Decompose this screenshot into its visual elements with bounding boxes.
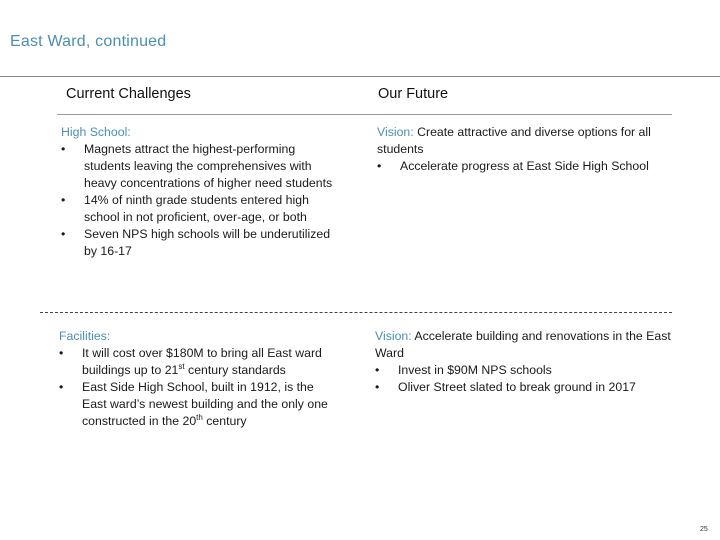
bullet-text: Invest in $90M NPS schools [398,363,552,377]
vision-bullet-list [375,362,675,396]
column-header-future: Our Future [378,86,449,102]
list-item [375,379,675,396]
facilities-challenges [59,328,337,430]
bullet-text: Oliver Street slated to break ground in 2017 [398,380,636,394]
list-item [377,158,667,175]
facilities-bullet-list [59,345,337,430]
high-school-bullet-list [61,141,336,260]
page-title: East Ward, continued [10,33,167,50]
bullet-icon: • [59,380,64,394]
bullet-icon: • [61,193,66,207]
bullet-text-part: century [202,414,247,428]
bullet-text-part: It will cost over $180M to bring all East ward buildings up to 21 [82,346,322,377]
title-divider [0,76,720,77]
page-number: 25 [700,526,708,533]
bullet-text-part: century standards [184,363,286,377]
high-school-challenges [61,124,336,260]
facilities-vision [375,328,675,396]
vision-statement [377,124,667,158]
bullet-text [82,346,322,377]
vision-label: Vision: [377,125,414,139]
ordinal-suffix: th [196,412,203,422]
bullet-icon: • [61,142,66,156]
bullet-text: Accelerate progress at East Side High School [400,159,649,173]
bullet-text: 14% of ninth grade students entered high school in not proficient, over-age, or both [84,193,309,224]
bullet-icon: • [59,346,64,360]
high-school-vision [377,124,667,175]
bullet-icon: • [377,159,382,173]
vision-text: Accelerate building and renovations in the East Ward [375,329,671,360]
column-header-challenges: Current Challenges [66,86,191,102]
bullet-icon: • [375,380,380,394]
list-item [61,192,336,226]
vision-statement [375,328,675,362]
bullet-text-part: East Side High School, built in 1912, is the East ward’s newest building and the only one constructed in the 20 [82,380,328,428]
list-item [59,379,337,430]
vision-text: Create attractive and diverse options for all students [377,125,651,156]
header-divider [57,114,672,115]
bullet-text [82,380,328,428]
vision-bullet-list [377,158,667,175]
bullet-text: Seven NPS high schools will be underutilized by 16-17 [84,227,331,258]
high-school-heading: High School: [61,125,131,139]
vision-label: Vision: [375,329,412,343]
list-item [61,226,336,260]
bullet-icon: • [375,363,380,377]
bullet-icon: • [61,227,66,241]
list-item [61,141,336,192]
section-divider [40,312,672,313]
ordinal-suffix: st [178,361,185,371]
bullet-text: Magnets attract the highest-performing students leaving the comprehensives with heavy concentrations of higher need students [84,142,333,190]
list-item [59,345,337,379]
list-item [375,362,675,379]
facilities-heading: Facilities: [59,329,111,343]
